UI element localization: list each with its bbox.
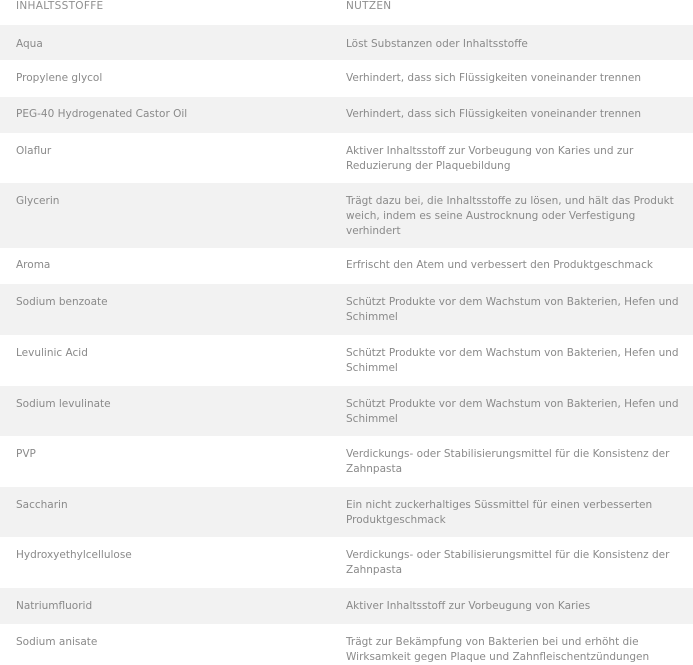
benefit-cell: Verhindert, dass sich Flüssigkeiten voneinander trennen: [346, 72, 642, 84]
ingredient-cell: Sodium benzoate: [16, 296, 108, 308]
benefit-cell: Ein nicht zuckerhaltiges Süssmittel für einen verbesserten Produktgeschmack: [346, 499, 653, 526]
table-row: [0, 284, 693, 335]
table-row: [0, 487, 693, 537]
table-row: [0, 436, 693, 487]
table-row: [0, 97, 693, 133]
benefit-cell: Schützt Produkte vor dem Wachstum von Bakterien, Hefen und Schimmel: [346, 347, 679, 374]
table-row: [0, 25, 693, 60]
table-row: [0, 624, 693, 663]
benefit-cell: Löst Substanzen oder Inhaltsstoffe: [346, 38, 528, 50]
table-row: [0, 386, 693, 436]
benefit-cell: Verdickungs- oder Stabilisierungsmittel für die Konsistenz der Zahnpasta: [346, 549, 670, 576]
table-row: [0, 335, 693, 386]
header-ingredients: INHALTSSTOFFE: [16, 0, 104, 12]
ingredient-cell: Propylene glycol: [16, 72, 103, 84]
benefit-cell: Verdickungs- oder Stabilisierungsmittel für die Konsistenz der Zahnpasta: [346, 448, 670, 475]
benefit-cell: Aktiver Inhaltsstoff zur Vorbeugung von Karies: [346, 600, 591, 612]
ingredient-cell: PEG-40 Hydrogenated Castor Oil: [16, 108, 188, 120]
table-row: [0, 183, 693, 248]
table-row: [0, 537, 693, 588]
ingredient-cell: Sodium levulinate: [16, 398, 111, 410]
ingredient-cell: Hydroxyethylcellulose: [16, 549, 132, 561]
table-header: [0, 0, 693, 17]
ingredient-cell: Glycerin: [16, 195, 60, 207]
benefit-cell: Verhindert, dass sich Flüssigkeiten voneinander trennen: [346, 108, 642, 120]
table-row: [0, 133, 693, 183]
header-benefit: NUTZEN: [346, 0, 392, 12]
table-row: [0, 588, 693, 624]
ingredient-cell: Levulinic Acid: [16, 347, 88, 359]
benefit-cell: Trägt zur Bekämpfung von Bakterien bei und erhöht die Wirksamkeit gegen Plaque und Zahnfleischentzündungen: [346, 636, 650, 663]
ingredient-cell: Aroma: [16, 259, 51, 271]
benefit-cell: Trägt dazu bei, die Inhaltsstoffe zu lösen, und hält das Produkt weich, indem es seine Austrocknung oder Verfestigung verhindert: [346, 195, 674, 237]
benefit-cell: Aktiver Inhaltsstoff zur Vorbeugung von Karies und zur Reduzierung der Plaquebildung: [346, 145, 634, 172]
benefit-cell: Schützt Produkte vor dem Wachstum von Bakterien, Hefen und Schimmel: [346, 296, 679, 323]
ingredient-cell: Natriumfluorid: [16, 600, 93, 612]
ingredient-cell: Olaflur: [16, 145, 52, 157]
ingredient-cell: Aqua: [16, 38, 43, 50]
ingredient-cell: Saccharin: [16, 499, 68, 511]
ingredient-cell: Sodium anisate: [16, 636, 98, 648]
table-row: [0, 60, 693, 97]
ingredient-cell: PVP: [16, 448, 36, 460]
table-row: [0, 248, 693, 284]
benefit-cell: Erfrischt den Atem und verbessert den Produktgeschmack: [346, 259, 653, 271]
benefit-cell: Schützt Produkte vor dem Wachstum von Bakterien, Hefen und Schimmel: [346, 398, 679, 425]
